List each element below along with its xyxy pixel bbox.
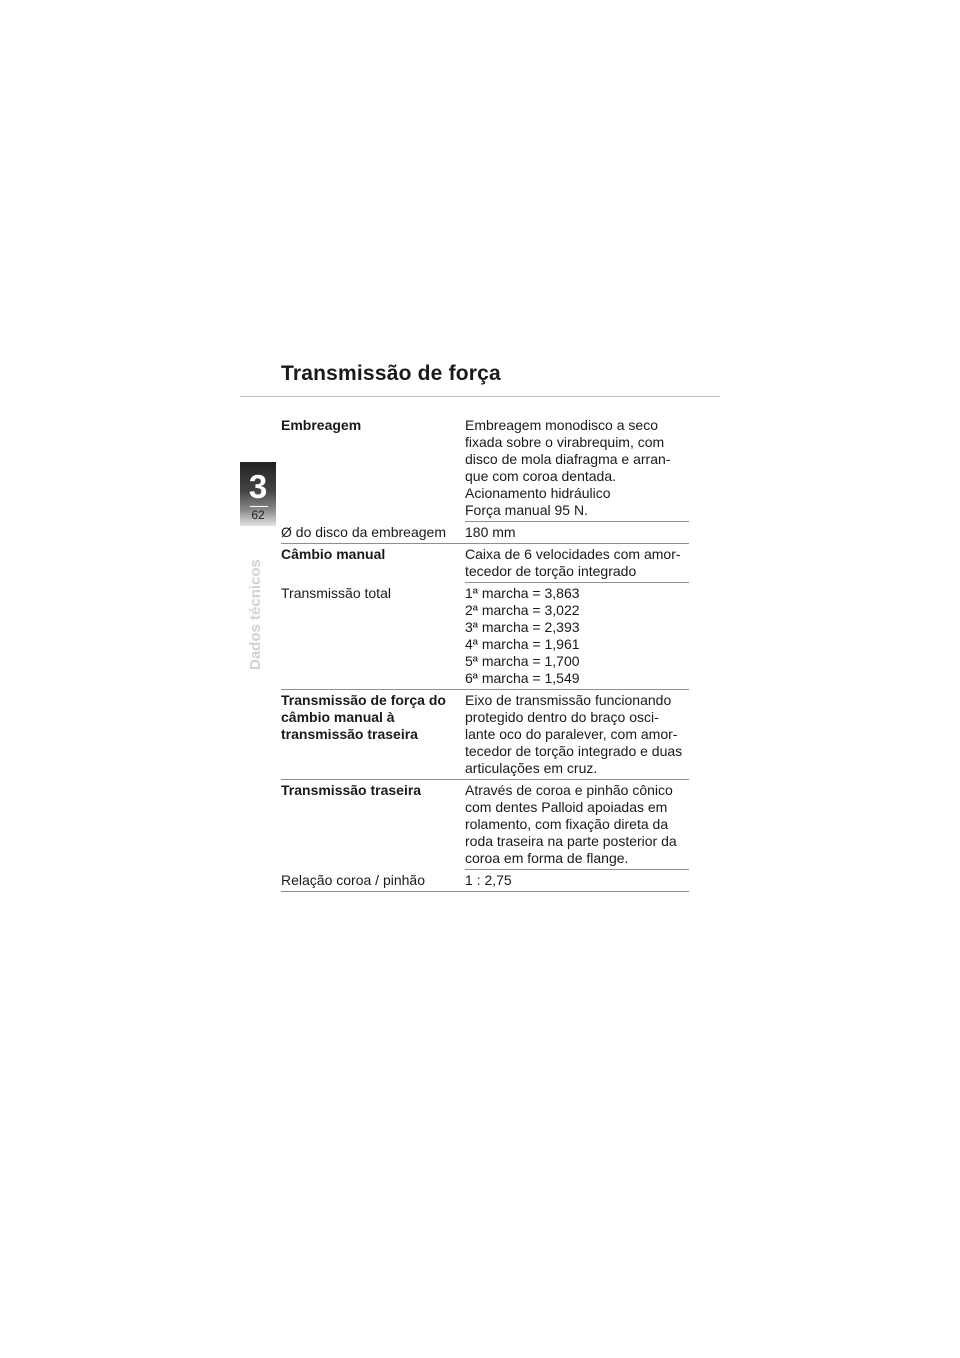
spec-value-line: 3ª marcha = 2,393 [465, 619, 580, 635]
spec-value-line: tecedor de torção integrado e duas [465, 743, 683, 759]
title-divider [240, 396, 720, 397]
spec-value [465, 415, 689, 522]
spec-value-line: com dentes Palloid apoiadas em [465, 799, 668, 815]
spec-value-line: 180 mm [465, 524, 516, 540]
spec-label-line: Transmissão de força do [281, 692, 446, 708]
spec-row [281, 415, 689, 522]
spec-label-line: Ø do disco da embreagem [281, 523, 446, 540]
spec-value [465, 870, 689, 892]
spec-label [281, 583, 465, 690]
spec-label-line: Transmissão total [281, 584, 391, 601]
spec-label [281, 870, 465, 892]
spec-value-line: fixada sobre o virabrequim, com [465, 434, 665, 450]
spec-row [281, 522, 689, 544]
spec-value-line: Força manual 95 N. [465, 502, 588, 518]
spec-table [281, 415, 689, 892]
spec-label-line: Embreagem [281, 417, 362, 433]
spec-value-line: Embreagem monodisco a seco [465, 417, 658, 433]
page-number: 62 [251, 508, 265, 522]
spec-row [281, 544, 689, 583]
spec-value-line: 5ª marcha = 1,700 [465, 653, 580, 669]
spec-value-line: Através de coroa e pinhão cônico [465, 782, 673, 798]
spec-value-line: Acionamento hidráulico [465, 485, 611, 501]
spec-value-line: Eixo de transmissão funcionando [465, 692, 672, 708]
spec-value [465, 522, 689, 544]
spec-value-line: 4ª marcha = 1,961 [465, 636, 580, 652]
chapter-tab [240, 462, 276, 526]
spec-value-line: roda traseira na parte posterior da [465, 833, 677, 849]
spec-value-line: 1 : 2,75 [465, 872, 512, 888]
spec-value-line: coroa em forma de flange. [465, 850, 629, 866]
spec-row [281, 870, 689, 892]
section-label: Dados técnicos [247, 559, 264, 670]
spec-label [281, 780, 465, 870]
spec-label-line: câmbio manual à [281, 709, 395, 725]
spec-label-line: Câmbio manual [281, 546, 386, 562]
spec-value-line: que com coroa dentada. [465, 468, 616, 484]
spec-value [465, 690, 689, 780]
spec-label [281, 544, 465, 583]
spec-row [281, 780, 689, 870]
spec-value [465, 583, 689, 690]
spec-label-line: Relação coroa / pinhão [281, 871, 425, 888]
spec-row [281, 690, 689, 780]
spec-value-line: protegido dentro do braço osci- [465, 709, 659, 725]
spec-value-line: tecedor de torção integrado [465, 563, 637, 579]
chapter-number: 3 [248, 468, 268, 505]
spec-value-line: 6ª marcha = 1,549 [465, 670, 580, 686]
spec-value-line: Caixa de 6 velocidades com amor- [465, 546, 681, 562]
spec-value [465, 780, 689, 870]
spec-row [281, 583, 689, 690]
spec-label [281, 415, 465, 522]
spec-value-line: lante oco do paralever, com amor- [465, 726, 678, 742]
spec-label-line: Transmissão traseira [281, 782, 422, 798]
spec-table-body [281, 415, 689, 892]
spec-value-line: articulações em cruz. [465, 760, 598, 776]
page-title: Transmissão de força [281, 362, 501, 385]
spec-value-line: disco de mola diafragma e arran- [465, 451, 671, 467]
spec-value [465, 544, 689, 583]
spec-label [281, 690, 465, 780]
spec-label-line: transmissão traseira [281, 726, 418, 742]
spec-value-line: 1ª marcha = 3,863 [465, 585, 580, 601]
spec-value-line: 2ª marcha = 3,022 [465, 602, 580, 618]
section-side-label [248, 548, 268, 670]
spec-label [281, 522, 465, 544]
spec-value-line: rolamento, com fixação direta da [465, 816, 669, 832]
